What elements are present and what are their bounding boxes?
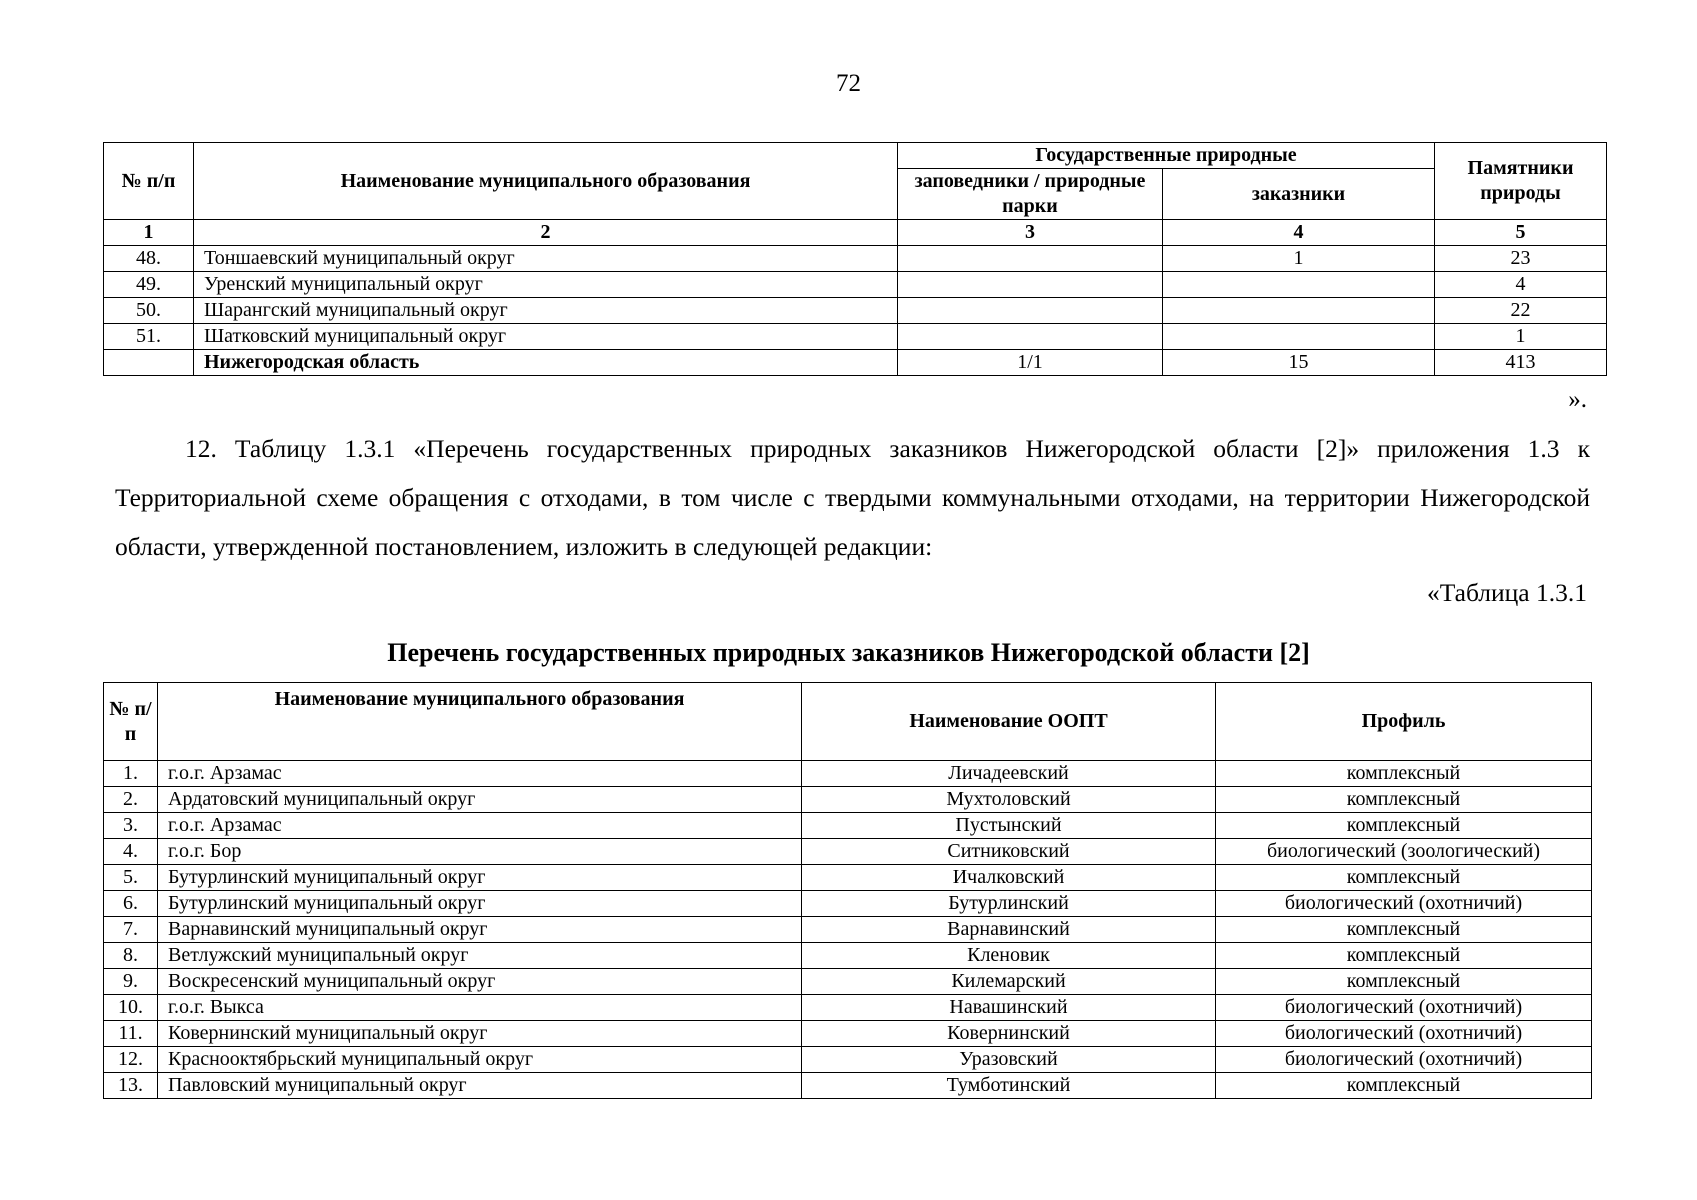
table-row: [104, 1047, 1592, 1073]
reserves-count: [898, 324, 1163, 350]
table-row: [104, 298, 1607, 324]
col-header-profile: Профиль: [1216, 683, 1592, 761]
reserves-count: [898, 246, 1163, 272]
row-number: 6.: [104, 891, 158, 917]
col-number: 3: [898, 220, 1163, 246]
profile: биологический (зоологический): [1216, 839, 1592, 865]
table-row: [104, 813, 1592, 839]
oopt-name: Навашинский: [802, 995, 1216, 1021]
col-header-municipality: Наименование муниципального образования: [158, 683, 802, 761]
oopt-name: Варнавинский: [802, 917, 1216, 943]
municipality-name: Бутурлинский муниципальный округ: [158, 865, 802, 891]
monuments-count: 1: [1435, 324, 1607, 350]
amendment-text: 12. Таблицу 1.3.1 «Перечень государственных природных заказников Нижегородской области [2]» приложения 1.3 к Территориальной схеме обращения с отходами, в том числе с твердыми коммунальными отходами, на территории Нижегородской области, утвержденной постановлением, изложить в следующей редакции:: [115, 434, 1590, 561]
sanctuaries-list-table: [103, 682, 1592, 1099]
col-header-sanctuaries: заказники: [1163, 169, 1435, 220]
monuments-count: 23: [1435, 246, 1607, 272]
region-name: Нижегородская область: [194, 350, 898, 376]
row-number: 5.: [104, 865, 158, 891]
col-header-municipality: Наименование муниципального образования: [194, 143, 898, 220]
profile: биологический (охотничий): [1216, 891, 1592, 917]
row-number: 8.: [104, 943, 158, 969]
profile: комплексный: [1216, 865, 1592, 891]
table1-body: [104, 246, 1607, 376]
oopt-name: Ситниковский: [802, 839, 1216, 865]
municipality-name: г.о.г. Арзамас: [158, 813, 802, 839]
municipality-name: Павловский муниципальный округ: [158, 1073, 802, 1099]
col-header-reserves: заповедники / природные парки: [898, 169, 1163, 220]
col-number: 1: [104, 220, 194, 246]
table-row: [104, 891, 1592, 917]
municipality-name: г.о.г. Выкса: [158, 995, 802, 1021]
total-row: [104, 350, 1607, 376]
row-number: 49.: [104, 272, 194, 298]
table-reference: «Таблица 1.3.1: [1426, 578, 1587, 607]
row-number: 12.: [104, 1047, 158, 1073]
nature-areas-count-table: [103, 142, 1607, 376]
municipality-name: Ковернинский муниципальный округ: [158, 1021, 802, 1047]
sanctuaries-count: [1163, 298, 1435, 324]
profile: биологический (охотничий): [1216, 995, 1592, 1021]
profile: комплексный: [1216, 761, 1592, 787]
row-number: 48.: [104, 246, 194, 272]
closing-quote: ».: [1568, 386, 1587, 413]
table-row: [104, 787, 1592, 813]
table-row: [104, 246, 1607, 272]
row-number: 50.: [104, 298, 194, 324]
profile: комплексный: [1216, 943, 1592, 969]
reserves-count: [898, 298, 1163, 324]
col-number: 4: [1163, 220, 1435, 246]
col-header-oopt: Наименование ООПТ: [802, 683, 1216, 761]
table-row: [104, 865, 1592, 891]
table-row: [104, 1073, 1592, 1099]
oopt-name: Кленовик: [802, 943, 1216, 969]
municipality-name: Краснооктябрьский муниципальный округ: [158, 1047, 802, 1073]
amendment-paragraph: [115, 424, 1590, 571]
col-number: 5: [1435, 220, 1607, 246]
oopt-name: Пустынский: [802, 813, 1216, 839]
municipality-name: г.о.г. Бор: [158, 839, 802, 865]
col-header-monuments: Памятники природы: [1435, 143, 1607, 220]
oopt-name: Уразовский: [802, 1047, 1216, 1073]
row-number: 7.: [104, 917, 158, 943]
sanctuaries-count: 1: [1163, 246, 1435, 272]
oopt-name: Килемарский: [802, 969, 1216, 995]
reserves-count: 1/1: [898, 350, 1163, 376]
municipality-name: Шарангский муниципальный округ: [194, 298, 898, 324]
sanctuaries-count: [1163, 272, 1435, 298]
table-row: [104, 324, 1607, 350]
oopt-name: Ковернинский: [802, 1021, 1216, 1047]
oopt-name: Личадеевский: [802, 761, 1216, 787]
municipality-name: Ветлужский муниципальный округ: [158, 943, 802, 969]
row-number: 1.: [104, 761, 158, 787]
table2-title: Перечень государственных природных заказников Нижегородской области [2]: [387, 638, 1310, 667]
profile: комплексный: [1216, 969, 1592, 995]
col-number: 2: [194, 220, 898, 246]
monuments-count: 4: [1435, 272, 1607, 298]
profile: биологический (охотничий): [1216, 1047, 1592, 1073]
col-header-group-state-natural: Государственные природные: [898, 143, 1435, 169]
row-number: 4.: [104, 839, 158, 865]
table-row: [104, 917, 1592, 943]
oopt-name: Бутурлинский: [802, 891, 1216, 917]
table-row: [104, 969, 1592, 995]
table-row: [104, 1021, 1592, 1047]
row-number: 3.: [104, 813, 158, 839]
col-header-num: № п/п: [104, 143, 194, 220]
table-row: [104, 272, 1607, 298]
table2-body: [104, 761, 1592, 1099]
row-number: [104, 350, 194, 376]
profile: комплексный: [1216, 917, 1592, 943]
oopt-name: Ичалковский: [802, 865, 1216, 891]
profile: комплексный: [1216, 787, 1592, 813]
sanctuaries-count: [1163, 324, 1435, 350]
profile: комплексный: [1216, 813, 1592, 839]
profile: биологический (охотничий): [1216, 1021, 1592, 1047]
municipality-name: Бутурлинский муниципальный округ: [158, 891, 802, 917]
col-header-num: № п/п: [104, 683, 158, 761]
municipality-name: Варнавинский муниципальный округ: [158, 917, 802, 943]
monuments-count: 413: [1435, 350, 1607, 376]
table-row: [104, 995, 1592, 1021]
table-row: [104, 761, 1592, 787]
profile: комплексный: [1216, 1073, 1592, 1099]
municipality-name: Шатковский муниципальный округ: [194, 324, 898, 350]
table-row: [104, 839, 1592, 865]
row-number: 9.: [104, 969, 158, 995]
sanctuaries-count: 15: [1163, 350, 1435, 376]
row-number: 10.: [104, 995, 158, 1021]
monuments-count: 22: [1435, 298, 1607, 324]
row-number: 2.: [104, 787, 158, 813]
oopt-name: Мухтоловский: [802, 787, 1216, 813]
row-number: 51.: [104, 324, 194, 350]
municipality-name: Ардатовский муниципальный округ: [158, 787, 802, 813]
table-row: [104, 943, 1592, 969]
oopt-name: Тумботинский: [802, 1073, 1216, 1099]
municipality-name: Тоншаевский муниципальный округ: [194, 246, 898, 272]
municipality-name: г.о.г. Арзамас: [158, 761, 802, 787]
reserves-count: [898, 272, 1163, 298]
page-number: 72: [836, 70, 861, 97]
row-number: 11.: [104, 1021, 158, 1047]
row-number: 13.: [104, 1073, 158, 1099]
municipality-name: Воскресенский муниципальный округ: [158, 969, 802, 995]
municipality-name: Уренский муниципальный округ: [194, 272, 898, 298]
